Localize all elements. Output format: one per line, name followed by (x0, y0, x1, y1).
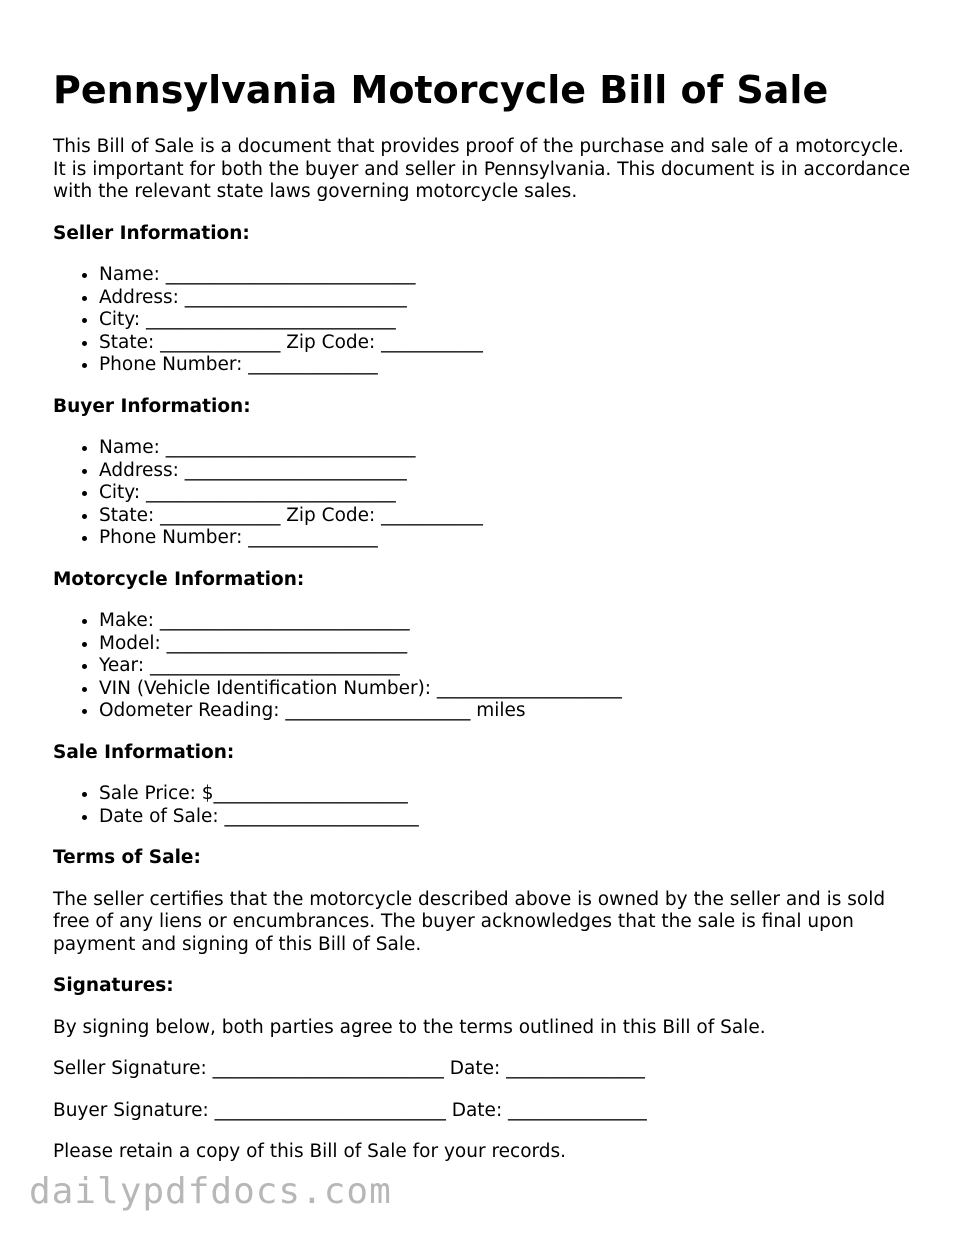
motorcycle-model-field: • Model: __________________________ (99, 633, 913, 656)
buyer-heading: Buyer Information: (53, 395, 251, 417)
seller-list (53, 264, 913, 377)
seller-signature-line: Seller Signature: _________________________ Date: _______________ (53, 1058, 645, 1079)
signatures-heading: Signatures: (53, 975, 174, 996)
buyer-list (53, 437, 913, 550)
watermark-text: dailypdfdocs.com (29, 1171, 392, 1212)
intro-paragraph: This Bill of Sale is a document that provides proof of the purchase and sale of a motorcycle. It is important for both the buyer and seller in Pennsylvania. This document is in accordance with the relevant state laws governing motorcycle sales. (53, 136, 911, 202)
motorcycle-odometer-field: • Odometer Reading: ____________________ miles (99, 700, 913, 723)
sale-date-field: • Date of Sale: _____________________ (99, 806, 913, 829)
motorcycle-make-field: • Make: ___________________________ (99, 610, 913, 633)
motorcycle-list (53, 610, 913, 723)
document-title: Pennsylvania Motorcycle Bill of Sale (53, 68, 829, 112)
seller-phone-field: • Phone Number: ______________ (99, 354, 913, 377)
terms-paragraph: The seller certifies that the motorcycle described above is owned by the seller and is sold free of any liens or encumbrances. The buyer acknowledges that the sale is final upon payment and signing of this Bill of Sale. (53, 888, 886, 955)
buyer-phone-field: • Phone Number: ______________ (99, 527, 913, 550)
seller-city-field: • City: ___________________________ (99, 309, 913, 332)
sale-list (53, 783, 913, 828)
motorcycle-vin-field: • VIN (Vehicle Identification Number): ____________________ (99, 678, 913, 701)
seller-name-field: • Name: ___________________________ (99, 264, 913, 287)
seller-state-zip-field: • State: _____________ Zip Code: ___________ (99, 332, 913, 355)
seller-heading: Seller Information: (53, 222, 250, 244)
sale-price-field: • Sale Price: $_____________________ (99, 783, 913, 806)
buyer-address-field: • Address: ________________________ (99, 460, 913, 483)
retain-copy-note: Please retain a copy of this Bill of Sale for your records. (53, 1141, 567, 1162)
motorcycle-heading: Motorcycle Information: (53, 568, 305, 590)
sale-heading: Sale Information: (53, 741, 235, 763)
seller-address-field: • Address: ________________________ (99, 287, 913, 310)
signatures-intro: By signing below, both parties agree to the terms outlined in this Bill of Sale. (53, 1016, 766, 1038)
motorcycle-year-field: • Year: ___________________________ (99, 655, 913, 678)
buyer-signature-line: Buyer Signature: _________________________ Date: _______________ (53, 1099, 647, 1121)
buyer-city-field: • City: ___________________________ (99, 482, 913, 505)
buyer-name-field: • Name: ___________________________ (99, 437, 913, 460)
buyer-state-zip-field: • State: _____________ Zip Code: ___________ (99, 505, 913, 528)
document-page (53, 62, 913, 1164)
terms-heading: Terms of Sale: (53, 847, 201, 868)
